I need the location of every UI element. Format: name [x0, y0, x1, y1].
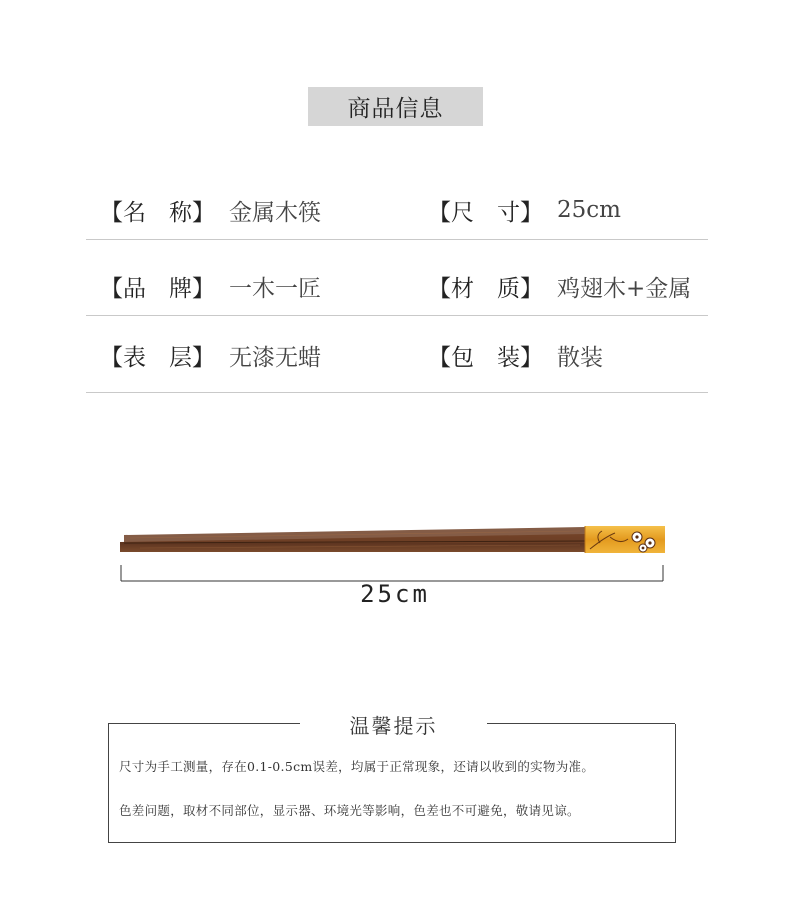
divider: [86, 239, 708, 240]
section-title: 商品信息: [347, 96, 444, 122]
spec-key-brand: 【品 牌】: [100, 275, 215, 302]
spec-value-size: 25cm: [557, 197, 621, 223]
section-title-bar: [308, 87, 483, 126]
spec-value-surface: 无漆无蜡: [229, 344, 321, 371]
spec-value-brand: 一木一匠: [229, 275, 321, 302]
divider: [86, 315, 708, 316]
notice-title: 温馨提示: [349, 714, 438, 738]
notice-line-1: 尺寸为手工测量，存在0.1-0.5cm误差，均属于正常现象，还请以收到的实物为准。: [119, 759, 595, 774]
spec-key-packaging: 【包 装】: [428, 344, 543, 371]
spec-row-1: [86, 180, 708, 240]
spec-value-packaging: 散装: [557, 344, 603, 371]
spec-value-material: 鸡翅木+金属: [557, 275, 692, 302]
divider: [86, 392, 708, 393]
spec-row-3: [86, 333, 708, 393]
notice-box: [108, 724, 676, 843]
spec-value-name: 金属木筷: [229, 199, 321, 226]
spec-key-name: 【名 称】: [100, 199, 215, 226]
chopsticks-image: [110, 515, 680, 585]
spec-key-material: 【材 质】: [428, 275, 543, 302]
notice-line-2: 色差问题，取材不同部位，显示器、环境光等影响，色差也不可避免，敬请见谅。: [119, 803, 580, 818]
spec-row-2: [86, 256, 708, 316]
spec-key-surface: 【表 层】: [100, 344, 215, 371]
spec-key-size: 【尺 寸】: [428, 199, 543, 226]
dimension-label: 25cm: [360, 580, 430, 608]
